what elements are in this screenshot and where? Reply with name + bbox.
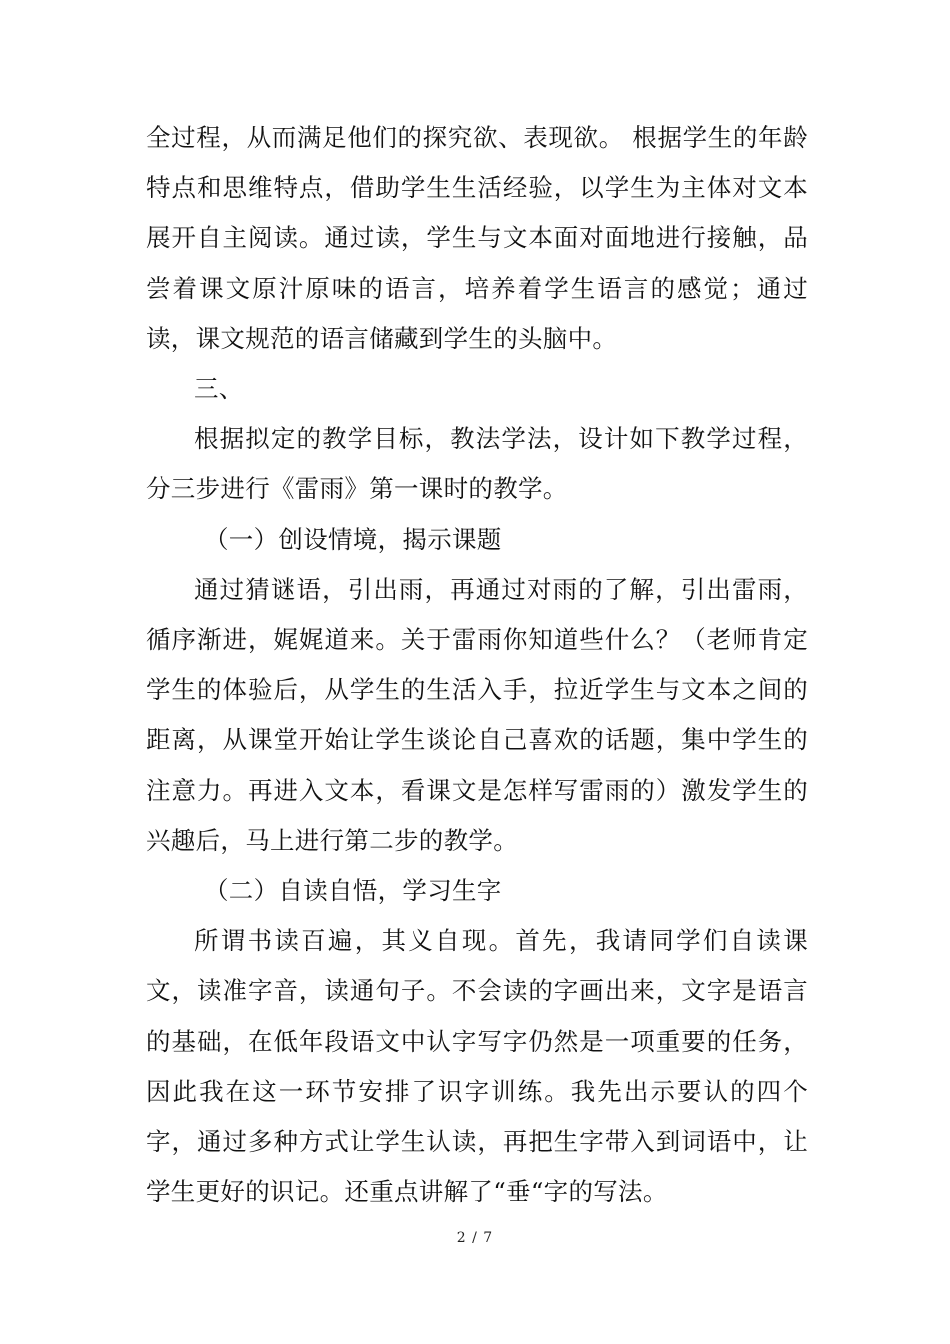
paragraph-reading-method: 全过程，从而满足他们的探究欲、表现欲。 根据学生的年龄特点和思维特点，借助学生生活经验，以学生为主体对文本展开自主阅读。通过读，学生与文本面对面地进行接触，品尝着课文原汁原味的语言，培养着学生语言的感觉；通过读，课文规范的语言储藏到学生的头脑中。: [146, 123, 808, 353]
paragraph-step-two: 所谓书读百遍，其义自现。首先，我请同学们自读课文，读准字音，读通句子。不会读的字画出来，文字是语言的基础，在低年段语文中认字写字仍然是一项重要的任务，因此我在这一环节安排了识字训练。我先出示要认的四个字，通过多种方式让学生认读，再把生字带入到词语中，让学生更好的识记。还重点讲解了“垂“字的写法。: [146, 926, 808, 1207]
paragraph-step-one: 通过猜谜语，引出雨，再通过对雨的了解，引出雷雨，循序渐进，娓娓道来。关于雷雨你知道些什么？（老师肯定学生的体验后，从学生的生活入手，拉近学生与文本之间的距离，从课堂开始让学生谈论自己喜欢的话题，集中学生的注意力。再进入文本，看课文是怎样写雷雨的）激发学生的兴趣后，马上进行第二步的教学。: [146, 574, 808, 855]
page-number: 2 / 7: [456, 1230, 494, 1246]
body-text: [146, 113, 808, 1217]
section-heading-three: 三、: [194, 374, 244, 404]
paragraph-teaching-process: 根据拟定的教学目标，教法学法，设计如下教学过程，分三步进行《雷雨》第一课时的教学。: [146, 424, 808, 504]
subheading-step-one: （一）创设情境，揭示课题: [204, 524, 502, 554]
subheading-step-two: （二）自读自悟，学习生字: [204, 876, 502, 906]
